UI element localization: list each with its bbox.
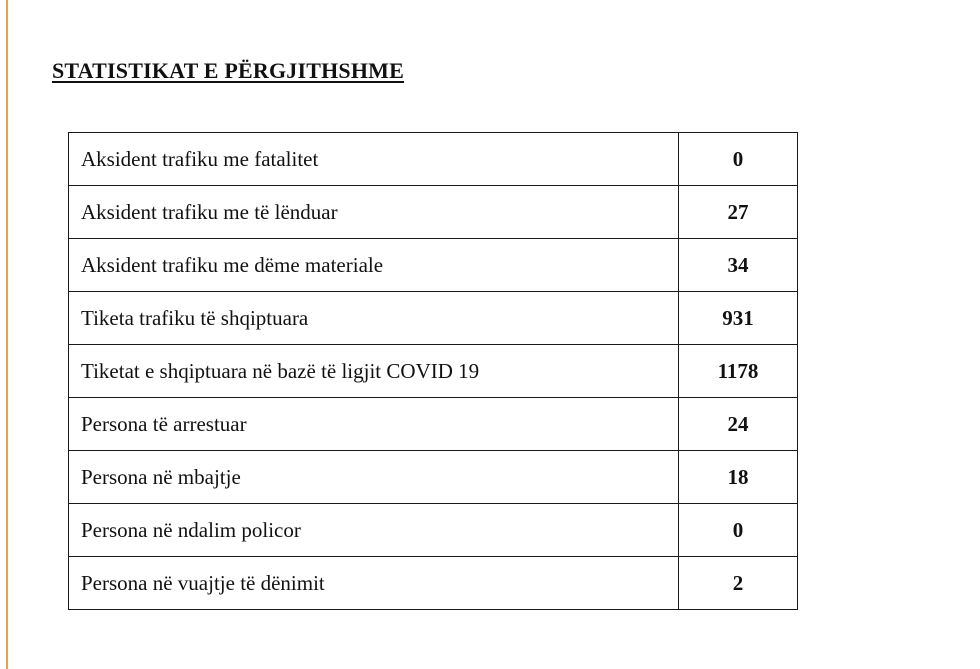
- row-label: Tiketat e shqiptuara në bazë të ligjit COVID 19: [69, 345, 679, 398]
- table-row: [69, 504, 798, 557]
- table-row: [69, 239, 798, 292]
- row-label: Aksident trafiku me dëme materiale: [69, 239, 679, 292]
- row-value: 34: [679, 239, 798, 292]
- row-value: 24: [679, 398, 798, 451]
- page-left-border: [6, 0, 8, 669]
- row-value: 0: [679, 504, 798, 557]
- statistics-table: [68, 132, 798, 610]
- table-row: [69, 557, 798, 610]
- row-label: Aksident trafiku me të lënduar: [69, 186, 679, 239]
- row-label: Aksident trafiku me fatalitet: [69, 133, 679, 186]
- row-label: Persona në vuajtje të dënimit: [69, 557, 679, 610]
- table-row: [69, 345, 798, 398]
- table-row: [69, 133, 798, 186]
- row-value: 0: [679, 133, 798, 186]
- row-label: Persona të arrestuar: [69, 398, 679, 451]
- row-label: Tiketa trafiku të shqiptuara: [69, 292, 679, 345]
- page-title: STATISTIKAT E PËRGJITHSHME: [52, 58, 405, 83]
- row-value: 18: [679, 451, 798, 504]
- row-value: 2: [679, 557, 798, 610]
- table-row: [69, 451, 798, 504]
- table-row: [69, 292, 798, 345]
- row-label: Persona në mbajtje: [69, 451, 679, 504]
- row-value: 27: [679, 186, 798, 239]
- table-row: [69, 398, 798, 451]
- table-row: [69, 186, 798, 239]
- row-value: 931: [679, 292, 798, 345]
- row-label: Persona në ndalim policor: [69, 504, 679, 557]
- row-value: 1178: [679, 345, 798, 398]
